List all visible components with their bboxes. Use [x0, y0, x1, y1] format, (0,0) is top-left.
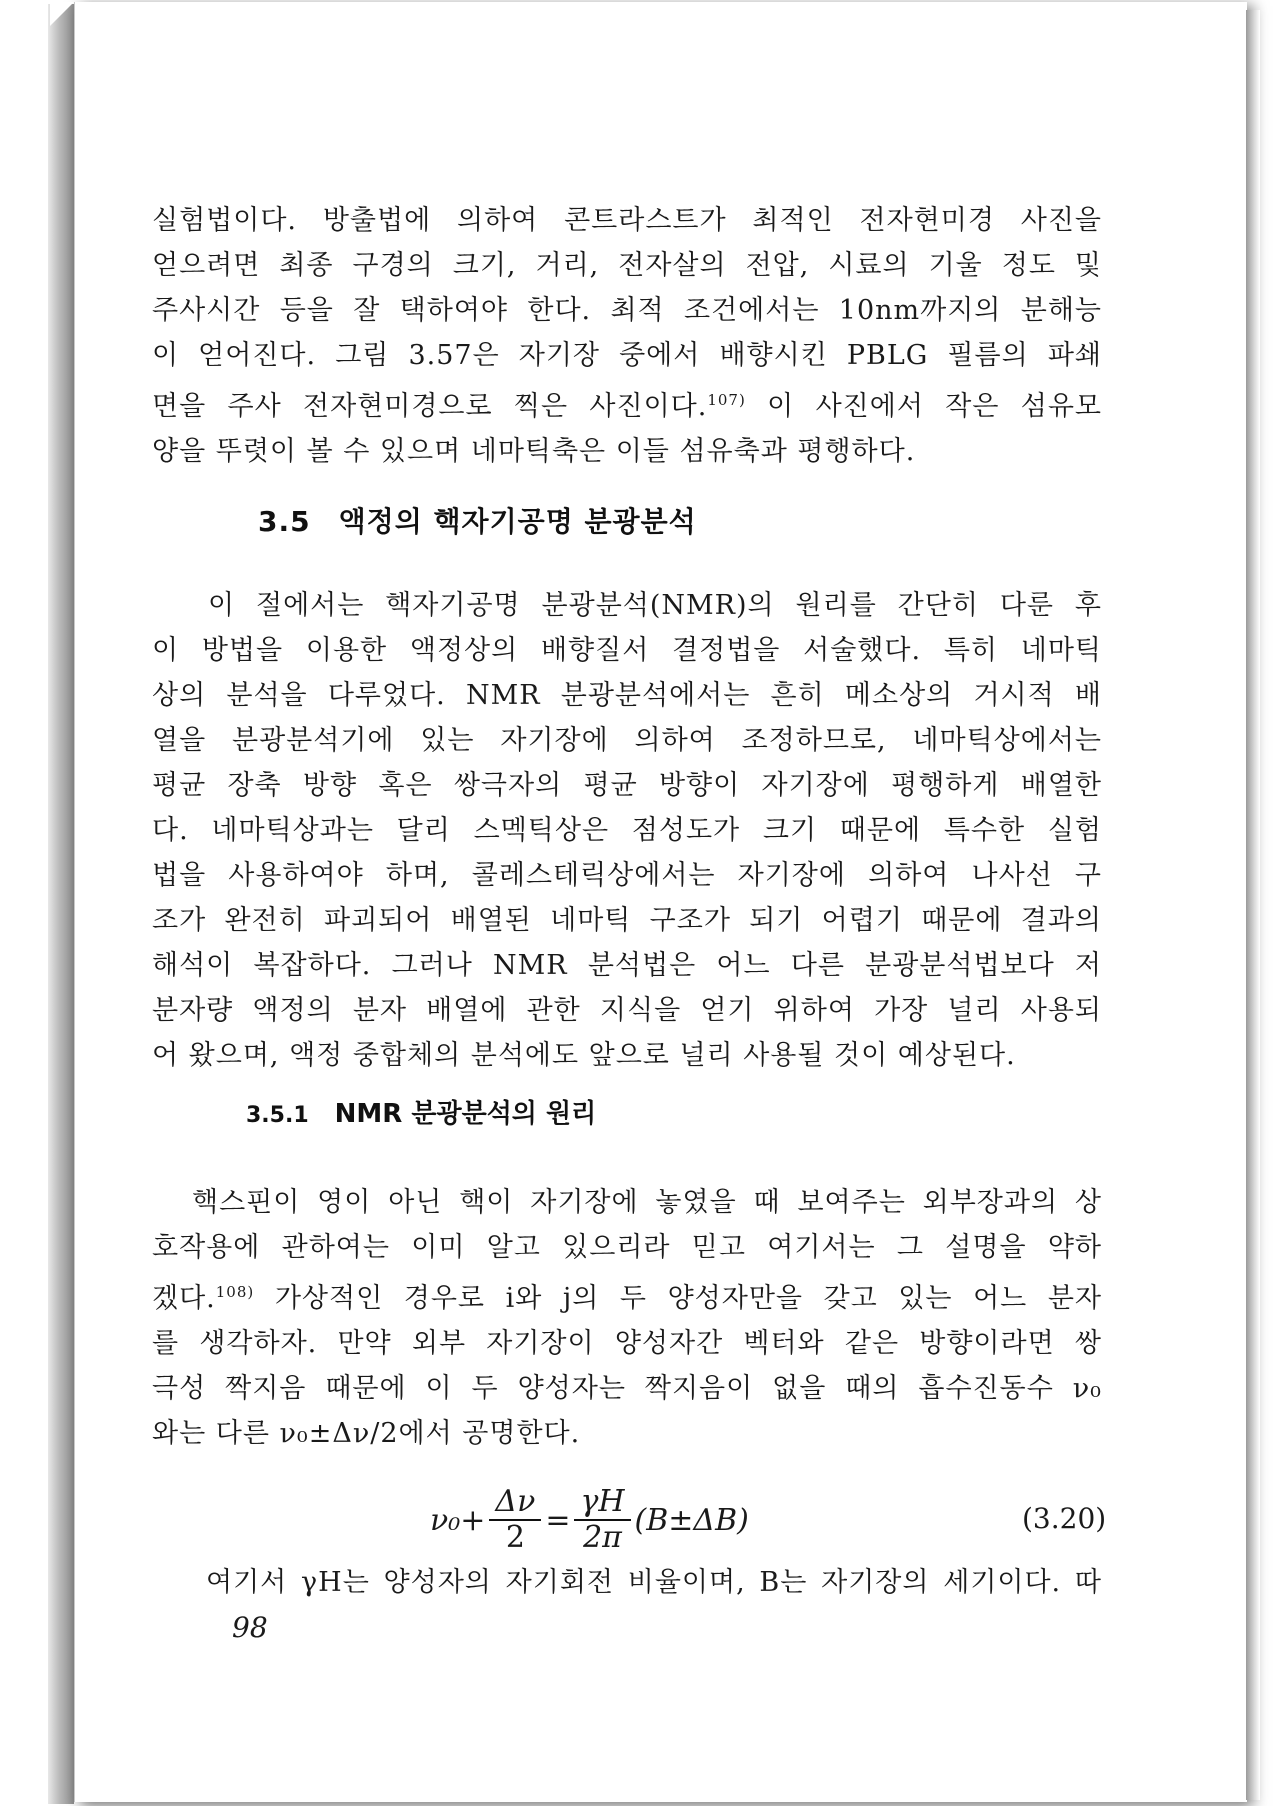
paragraph-nmr-overview [152, 583, 1102, 1078]
page-corner [50, 2, 74, 26]
text-line: 해석이 복잡하다. 그러나 NMR 분석법은 어느 다른 분광분석법보다 저 [152, 950, 1102, 981]
text-line: 를 생각하자. 만약 외부 자기장이 양성자간 벡터와 같은 방향이라면 쌍 [152, 1328, 1102, 1359]
text-line: 평균 장축 방향 혹은 쌍극자의 평균 방향이 자기장에 평행하게 배열한 [152, 770, 1102, 801]
equation-equals: = [545, 1502, 571, 1538]
text-line: 주사시간 등을 잘 택하여야 한다. 최적 조건에서는 10nm까지의 분해능 [152, 295, 1102, 326]
text-line [152, 378, 1102, 429]
fraction-denominator: 2 [505, 1520, 525, 1555]
subsection-number: 3.5.1 [246, 1103, 309, 1128]
text-line: 실험법이다. 방출법에 의하여 콘트라스트가 최적인 전자현미경 사진을 [152, 205, 1102, 236]
text-line [152, 1270, 1102, 1321]
text-segment: 겠다. [152, 1283, 216, 1314]
text-line: 여기서 γH는 양성자의 자기회전 비율이며, B는 자기장의 세기이다. 따 [206, 1567, 1102, 1598]
subsection-heading [246, 1093, 596, 1130]
reference-marker: 108) [215, 1283, 255, 1301]
paragraph-nmr-principle [152, 1180, 1102, 1456]
page-number: 98 [232, 1611, 268, 1644]
equation-fraction [574, 1485, 630, 1555]
text-line: 법을 사용하여야 하며, 콜레스테릭상에서는 자기장에 의하여 나사선 구 [152, 860, 1102, 891]
text-line: 열을 분광분석기에 있는 자기장에 의하여 조정하므로, 네마틱상에서는 [152, 725, 1102, 756]
fraction-denominator: 2π [583, 1520, 622, 1555]
book-spine [48, 4, 74, 1804]
text-segment: 가상적인 경우로 i와 j의 두 양성자만을 갖고 있는 어느 분자 [274, 1283, 1102, 1314]
text-line: 분자량 액정의 분자 배열에 관한 지식을 얻기 위하여 가장 널리 사용되 [152, 995, 1102, 1026]
equation-fraction [489, 1485, 541, 1555]
fraction-numerator: γH [574, 1485, 630, 1521]
text-line: 이 얻어진다. 그림 3.57은 자기장 중에서 배향시킨 PBLG 필름의 파쇄 [152, 340, 1102, 371]
text-line: 얻으려면 최종 구경의 크기, 거리, 전자살의 전압, 시료의 기울 정도 및 [152, 250, 1102, 281]
text-segment: 면을 주사 전자현미경으로 찍은 사진이다. [152, 391, 708, 422]
equation-term: (B±ΔB) [634, 1502, 749, 1538]
section-heading [258, 500, 697, 540]
section-title: 액정의 핵자기공명 분광분석 [338, 505, 697, 538]
text-line: 핵스핀이 영이 아닌 핵이 자기장에 놓였을 때 보여주는 외부장과의 상 [192, 1187, 1102, 1218]
equation-term: ν₀+ [430, 1502, 486, 1538]
paragraph-intro [152, 198, 1102, 474]
text-line: 이 절에서는 핵자기공명 분광분석(NMR)의 원리를 간단히 다룬 후 [208, 590, 1102, 621]
text-line: 극성 짝지음 때문에 이 두 양성자는 짝지음이 없을 때의 흡수진동수 ν₀ [152, 1373, 1102, 1404]
text-segment: 이 사진에서 작은 섬유모 [767, 391, 1102, 422]
section-number: 3.5 [258, 505, 311, 538]
subsection-title: NMR 분광분석의 원리 [334, 1099, 597, 1129]
equation-number: (3.20) [1022, 1502, 1107, 1535]
equation-3-20 [430, 1480, 749, 1560]
text-line: 호작용에 관하여는 이미 알고 있으리라 믿고 여기서는 그 설명을 약하 [152, 1232, 1102, 1263]
page-right-edge [1246, 10, 1260, 1800]
text-line: 어 왔으며, 액정 중합체의 분석에도 앞으로 널리 사용될 것이 예상된다. [152, 1040, 1016, 1071]
reference-marker: 107) [707, 391, 746, 409]
text-line: 다. 네마틱상과는 달리 스멕틱상은 점성도가 크기 때문에 특수한 실험 [152, 815, 1102, 846]
text-line: 와는 다른 ν₀±Δν/2에서 공명한다. [152, 1418, 581, 1449]
text-line: 상의 분석을 다루었다. NMR 분광분석에서는 흔히 메소상의 거시적 배 [152, 680, 1102, 711]
text-line: 조가 완전히 파괴되어 배열된 네마틱 구조가 되기 어렵기 때문에 결과의 [152, 905, 1102, 936]
text-line: 이 방법을 이용한 액정상의 배향질서 결정법을 서술했다. 특히 네마틱 [152, 635, 1102, 666]
fraction-numerator: Δν [489, 1485, 541, 1521]
text-line: 양을 뚜렷이 볼 수 있으며 네마틱축은 이들 섬유축과 평행하다. [152, 436, 916, 467]
